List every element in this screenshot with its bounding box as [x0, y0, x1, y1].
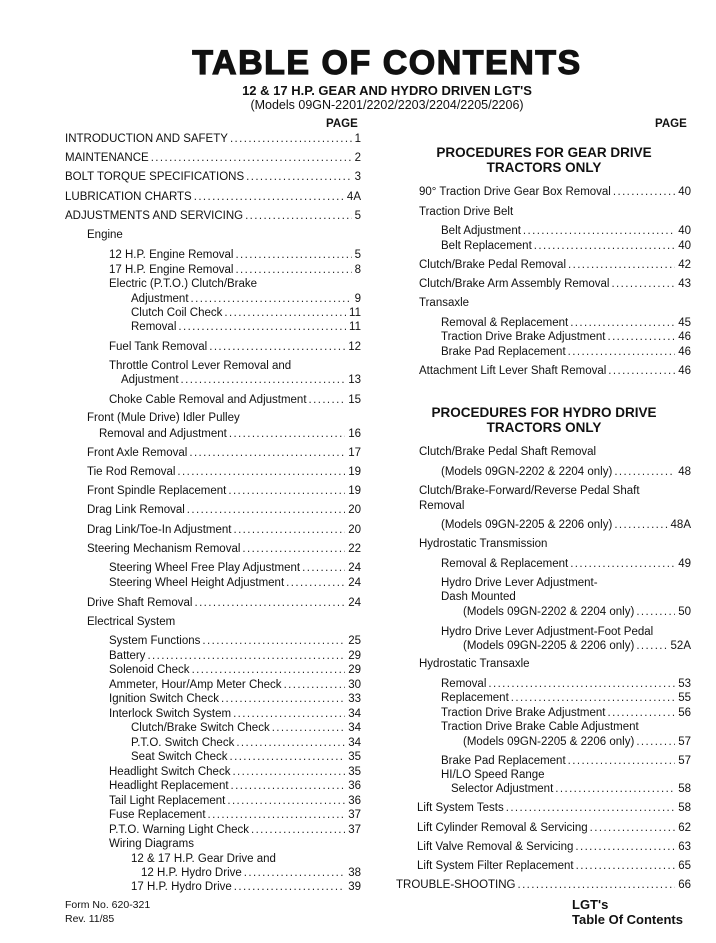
hydro-toc-entry [463, 735, 691, 749]
left-toc-entry [87, 542, 361, 556]
entry-page-number: 9 [354, 293, 361, 305]
hydro-toc-entry [441, 677, 691, 691]
dot-leader [607, 706, 675, 720]
dot-leader [209, 340, 345, 354]
dot-leader [192, 663, 346, 677]
hydro-toc-entry: Traction Drive Brake Cable Adjustment [441, 721, 639, 733]
dot-leader [227, 794, 345, 808]
entry-page-number: 40 [678, 186, 691, 198]
gear-toc-entry: Traction Drive Belt [419, 206, 514, 218]
entry-page-number: 24 [348, 577, 361, 589]
entry-page-number: 12 [348, 341, 361, 353]
left-toc-entry: Electric (P.T.O.) Clutch/Brake [109, 278, 258, 290]
entry-page-number: 40 [678, 240, 691, 252]
entry-page-number: 36 [348, 795, 361, 807]
hydro-toc-entry [463, 639, 691, 653]
entry-page-number: 40 [678, 225, 691, 237]
gear-toc-entry [441, 239, 691, 253]
revision: Rev. 11/85 [65, 913, 115, 925]
dot-leader [272, 721, 346, 735]
dot-leader [506, 801, 675, 815]
entry-label: BOLT TORQUE SPECIFICATIONS [65, 171, 245, 183]
entry-label: Belt Replacement [441, 240, 532, 252]
left-toc-entry [87, 465, 361, 479]
left-toc-entry: Engine [87, 229, 123, 241]
entry-page-number: 24 [348, 562, 361, 574]
dot-leader [614, 518, 667, 532]
dot-leader [613, 185, 675, 199]
entry-page-number: 57 [678, 755, 691, 767]
entry-page-number: 33 [348, 693, 361, 705]
hydro-toc-entry [417, 801, 691, 815]
entry-label: Replacement [441, 692, 509, 704]
entry-label: Headlight Switch Check [109, 766, 231, 778]
dot-leader [607, 330, 675, 344]
left-toc-entry [87, 523, 361, 537]
entry-page-number: 36 [348, 780, 361, 792]
entry-page-number: 45 [678, 317, 691, 329]
entry-label: Adjustment [121, 374, 179, 386]
left-toc-entry [65, 151, 361, 165]
entry-label: Removal and Adjustment [99, 428, 227, 440]
left-toc-entry [109, 340, 361, 354]
entry-page-number: 42 [678, 259, 691, 271]
entry-label: LUBRICATION CHARTS [65, 191, 192, 203]
entry-label: Interlock Switch System [109, 708, 232, 720]
right-page-column-header: PAGE [655, 118, 687, 130]
entry-label: Fuel Tank Removal [109, 341, 208, 353]
left-toc-entry [109, 634, 361, 648]
dot-leader [181, 373, 346, 387]
entry-label: Removal [441, 678, 487, 690]
dot-leader [245, 209, 352, 223]
entry-label: 90° Traction Drive Gear Box Removal [419, 186, 611, 198]
hydro-toc-entry [451, 782, 691, 796]
entry-page-number: 55 [678, 692, 691, 704]
entry-label: Ammeter, Hour/Amp Meter Check [109, 679, 282, 691]
entry-label: Brake Pad Replacement [441, 346, 566, 358]
entry-page-number: 35 [348, 751, 361, 763]
left-toc-entry [87, 503, 361, 517]
entry-label: Lift System Tests [417, 802, 504, 814]
gear-toc-entry [441, 224, 691, 238]
dot-leader [286, 576, 345, 590]
hydro-toc-entry [441, 557, 691, 571]
entry-label: Front Axle Removal [87, 447, 188, 459]
entry-label: 12 H.P. Hydro Drive [141, 867, 242, 879]
entry-page-number: 63 [678, 841, 691, 853]
entry-label: TROUBLE-SHOOTING [396, 879, 516, 891]
dot-leader [221, 692, 345, 706]
left-toc-entry [109, 765, 361, 779]
entry-page-number: 58 [678, 802, 691, 814]
entry-page-number: 38 [348, 867, 361, 879]
left-toc-entry [109, 663, 361, 677]
entry-page-number: 62 [678, 822, 691, 834]
left-toc-entry: Electrical System [87, 616, 176, 628]
dot-leader [151, 151, 352, 165]
entry-page-number: 65 [678, 860, 691, 872]
left-toc-entry [109, 263, 361, 277]
hydro-toc-entry: Hydro Drive Lever Adjustment-Foot Pedal [441, 626, 654, 638]
dot-leader [242, 542, 345, 556]
left-toc-entry [99, 427, 361, 441]
entry-label: System Functions [109, 635, 201, 647]
left-toc-entry [109, 808, 361, 822]
hydro-toc-entry: Removal [419, 500, 465, 512]
left-toc-entry [109, 794, 361, 808]
left-toc-entry: Front (Mule Drive) Idler Pulley [87, 412, 240, 424]
entry-page-number: 43 [678, 278, 691, 290]
entry-page-number: 11 [349, 307, 361, 319]
models-line: (Models 09GN-2201/2202/2203/2204/2205/2206) [250, 98, 524, 112]
entry-page-number: 13 [348, 374, 361, 386]
entry-page-number: 37 [348, 809, 361, 821]
entry-label: Drag Link Removal [87, 504, 185, 516]
entry-label: Steering Wheel Free Play Adjustment [109, 562, 301, 574]
gear-toc-entry [441, 330, 691, 344]
hydro-toc-entry [441, 465, 691, 479]
gear-toc-entry [419, 258, 691, 272]
dot-leader [576, 859, 676, 873]
dot-leader [224, 306, 346, 320]
dot-leader [232, 765, 345, 779]
left-toc-entry [87, 446, 361, 460]
left-toc-entry [65, 170, 361, 184]
dot-leader [230, 750, 346, 764]
left-toc-entry [87, 596, 361, 610]
entry-label: (Models 09GN-2205 & 2206 only) [441, 519, 613, 531]
entry-page-number: 8 [354, 264, 361, 276]
left-toc-entry [109, 649, 361, 663]
dot-leader [228, 484, 345, 498]
entry-page-number: 50 [678, 606, 691, 618]
hydro-toc-entry [441, 518, 691, 532]
entry-page-number: 46 [678, 365, 691, 377]
dot-leader [236, 736, 345, 750]
entry-label: Removal [131, 321, 177, 333]
entry-label: 17 H.P. Hydro Drive [131, 881, 232, 893]
entry-label: Traction Drive Brake Adjustment [441, 331, 606, 343]
dot-leader [229, 427, 345, 441]
left-toc-entry [109, 678, 361, 692]
entry-label: Steering Wheel Height Adjustment [109, 577, 285, 589]
dot-leader [511, 691, 675, 705]
left-toc-entry [109, 707, 361, 721]
entry-label: Choke Cable Removal and Adjustment [109, 394, 307, 406]
entry-page-number: 52A [670, 640, 691, 652]
hydro-toc-entry: Hydrostatic Transmission [419, 538, 548, 550]
dot-leader [636, 735, 675, 749]
hydro-toc-entry [396, 878, 691, 892]
hydro-toc-entry: Hydrostatic Transaxle [419, 658, 530, 670]
page-subtitle: 12 & 17 H.P. GEAR AND HYDRO DRIVEN LGT'S [242, 83, 532, 98]
dot-leader [233, 523, 345, 537]
entry-label: (Models 09GN-2202 & 2204 only) [441, 466, 613, 478]
dot-leader [570, 316, 675, 330]
dot-leader [231, 779, 346, 793]
hydro-toc-entry: Clutch/Brake Pedal Shaft Removal [419, 446, 597, 458]
hydro-toc-entry [463, 605, 691, 619]
footer-title-2: Table Of Contents [572, 912, 683, 927]
dot-leader [302, 561, 345, 575]
left-toc-entry [121, 373, 361, 387]
dot-leader [187, 503, 345, 517]
hydro-toc-entry [417, 840, 691, 854]
left-toc-entry [65, 190, 361, 204]
entry-page-number: 2 [354, 152, 361, 164]
entry-label: INTRODUCTION AND SAFETY [65, 133, 228, 145]
entry-page-number: 57 [678, 736, 691, 748]
entry-label: Headlight Replacement [109, 780, 229, 792]
left-toc-entry [109, 692, 361, 706]
left-toc-entry [131, 320, 361, 334]
entry-page-number: 34 [348, 708, 361, 720]
dot-leader [233, 707, 345, 721]
entry-page-number: 30 [348, 679, 361, 691]
left-toc-entry [109, 393, 361, 407]
entry-page-number: 29 [348, 650, 361, 662]
dot-leader [568, 345, 676, 359]
entry-label: 17 H.P. Engine Removal [109, 264, 234, 276]
left-toc-entry [109, 779, 361, 793]
entry-page-number: 66 [678, 879, 691, 891]
entry-label: Steering Mechanism Removal [87, 543, 241, 555]
left-toc-entry [131, 306, 361, 320]
entry-page-number: 17 [348, 447, 361, 459]
entry-label: Solenoid Check [109, 664, 190, 676]
dot-leader [284, 678, 346, 692]
entry-page-number: 3 [354, 171, 361, 183]
dot-leader [235, 263, 351, 277]
left-toc-entry [131, 292, 361, 306]
dot-leader [177, 465, 345, 479]
left-toc-entry [131, 736, 361, 750]
left-toc-entry [141, 866, 361, 880]
dot-leader [614, 465, 675, 479]
gear-toc-entry [419, 185, 691, 199]
entry-label: Tie Rod Removal [87, 466, 176, 478]
dot-leader [568, 258, 675, 272]
entry-label: Traction Drive Brake Adjustment [441, 707, 606, 719]
dot-leader [611, 277, 675, 291]
dot-leader [194, 190, 344, 204]
dot-leader [568, 754, 676, 768]
entry-label: Front Spindle Replacement [87, 485, 227, 497]
entry-label: Clutch Coil Check [131, 307, 223, 319]
dot-leader [230, 132, 352, 146]
entry-label: (Models 09GN-2205 & 2206 only) [463, 736, 635, 748]
entry-page-number: 34 [348, 737, 361, 749]
entry-page-number: 24 [348, 597, 361, 609]
dot-leader [235, 248, 351, 262]
entry-label: Attachment Lift Lever Shaft Removal [419, 365, 607, 377]
entry-page-number: 48A [670, 519, 691, 531]
dot-leader [234, 880, 345, 894]
hydro-toc-entry: Hydro Drive Lever Adjustment- [441, 577, 598, 589]
entry-page-number: 53 [678, 678, 691, 690]
entry-page-number: 34 [348, 722, 361, 734]
left-page-column-header: PAGE [326, 118, 358, 130]
hydro-toc-entry [441, 706, 691, 720]
entry-label: Lift Cylinder Removal & Servicing [417, 822, 588, 834]
gear-section-heading: PROCEDURES FOR GEAR DRIVE TRACTORS ONLY [436, 145, 652, 175]
hydro-section-heading: PROCEDURES FOR HYDRO DRIVE TRACTORS ONLY [431, 405, 657, 435]
dot-leader [608, 364, 675, 378]
left-toc-entry [109, 576, 361, 590]
dot-leader [555, 782, 675, 796]
hydro-toc-entry [417, 859, 691, 873]
entry-page-number: 1 [354, 133, 361, 145]
gear-toc-entry: Transaxle [419, 297, 470, 309]
entry-label: P.T.O. Switch Check [131, 737, 235, 749]
entry-page-number: 39 [348, 881, 361, 893]
dot-leader [590, 821, 676, 835]
entry-page-number: 5 [354, 249, 361, 261]
left-toc-entry [131, 750, 361, 764]
dot-leader [178, 320, 346, 334]
left-toc-entry [65, 132, 361, 146]
entry-page-number: 22 [348, 543, 361, 555]
dot-leader [147, 649, 345, 663]
entry-label: Lift System Filter Replacement [417, 860, 574, 872]
left-toc-entry [65, 209, 361, 223]
entry-page-number: 49 [678, 558, 691, 570]
left-toc-entry [131, 721, 361, 735]
entry-label: 12 H.P. Engine Removal [109, 249, 234, 261]
left-toc-entry [109, 561, 361, 575]
gear-toc-entry [441, 345, 691, 359]
entry-label: Brake Pad Replacement [441, 755, 566, 767]
footer-title-1: LGT's [572, 897, 609, 912]
hydro-toc-entry [441, 691, 691, 705]
entry-page-number: 15 [348, 394, 361, 406]
page-title: TABLE OF CONTENTS [192, 44, 582, 82]
left-toc-entry [109, 248, 361, 262]
left-toc-entry: Wiring Diagrams [109, 838, 194, 850]
dot-leader [523, 224, 675, 238]
entry-label: Drag Link/Toe-In Adjustment [87, 524, 232, 536]
entry-page-number: 25 [348, 635, 361, 647]
entry-label: Battery [109, 650, 146, 662]
left-toc-entry [109, 823, 361, 837]
entry-label: Clutch/Brake Pedal Removal [419, 259, 567, 271]
entry-page-number: 46 [678, 346, 691, 358]
entry-page-number: 58 [678, 783, 691, 795]
entry-label: Tail Light Replacement [109, 795, 226, 807]
dot-leader [202, 634, 345, 648]
entry-label: Removal & Replacement [441, 317, 569, 329]
dot-leader [534, 239, 675, 253]
hydro-toc-entry: Clutch/Brake-Forward/Reverse Pedal Shaft [419, 485, 640, 497]
entry-label: Lift Valve Removal & Servicing [417, 841, 574, 853]
entry-page-number: 16 [348, 428, 361, 440]
gear-toc-entry [419, 364, 691, 378]
dot-leader [636, 639, 667, 653]
entry-label: Ignition Switch Check [109, 693, 219, 705]
entry-label: Fuse Replacement [109, 809, 206, 821]
hydro-toc-entry: HI/LO Speed Range [441, 769, 545, 781]
entry-page-number: 20 [348, 504, 361, 516]
dot-leader [636, 605, 675, 619]
entry-label: (Models 09GN-2202 & 2204 only) [463, 606, 635, 618]
entry-label: MAINTENANCE [65, 152, 149, 164]
left-toc-entry: Throttle Control Lever Removal and [109, 360, 292, 372]
entry-page-number: 5 [354, 210, 361, 222]
dot-leader [251, 823, 345, 837]
entry-page-number: 46 [678, 331, 691, 343]
dot-leader [309, 393, 346, 407]
dot-leader [244, 866, 345, 880]
hydro-toc-entry [441, 754, 691, 768]
entry-page-number: 56 [678, 707, 691, 719]
entry-label: P.T.O. Warning Light Check [109, 824, 249, 836]
entry-label: Drive Shaft Removal [87, 597, 193, 609]
entry-label: Seat Switch Check [131, 751, 228, 763]
entry-page-number: 35 [348, 766, 361, 778]
entry-page-number: 4A [346, 191, 361, 203]
left-toc-entry [87, 484, 361, 498]
hydro-toc-entry: Dash Mounted [441, 591, 516, 603]
dot-leader [189, 446, 345, 460]
entry-page-number: 11 [349, 321, 361, 333]
dot-leader [570, 557, 675, 571]
dot-leader [575, 840, 675, 854]
entry-page-number: 37 [348, 824, 361, 836]
dot-leader [208, 808, 346, 822]
left-toc-entry: 12 & 17 H.P. Gear Drive and [131, 853, 276, 865]
gear-toc-entry [441, 316, 691, 330]
entry-label: Removal & Replacement [441, 558, 569, 570]
form-number: Form No. 620-321 [65, 899, 151, 911]
entry-label: Belt Adjustment [441, 225, 521, 237]
entry-page-number: 19 [348, 485, 361, 497]
entry-label: Selector Adjustment [451, 783, 554, 795]
entry-page-number: 29 [348, 664, 361, 676]
entry-label: Clutch/Brake Arm Assembly Removal [419, 278, 610, 290]
hydro-toc-entry [417, 821, 691, 835]
entry-page-number: 20 [348, 524, 361, 536]
dot-leader [517, 878, 675, 892]
entry-label: ADJUSTMENTS AND SERVICING [65, 210, 244, 222]
dot-leader [191, 292, 352, 306]
entry-page-number: 48 [678, 466, 691, 478]
entry-label: (Models 09GN-2205 & 2206 only) [463, 640, 635, 652]
dot-leader [194, 596, 345, 610]
dot-leader [246, 170, 351, 184]
entry-label: Clutch/Brake Switch Check [131, 722, 270, 734]
gear-toc-entry [419, 277, 691, 291]
entry-page-number: 19 [348, 466, 361, 478]
left-toc-entry [131, 880, 361, 894]
entry-label: Adjustment [131, 293, 189, 305]
dot-leader [488, 677, 675, 691]
